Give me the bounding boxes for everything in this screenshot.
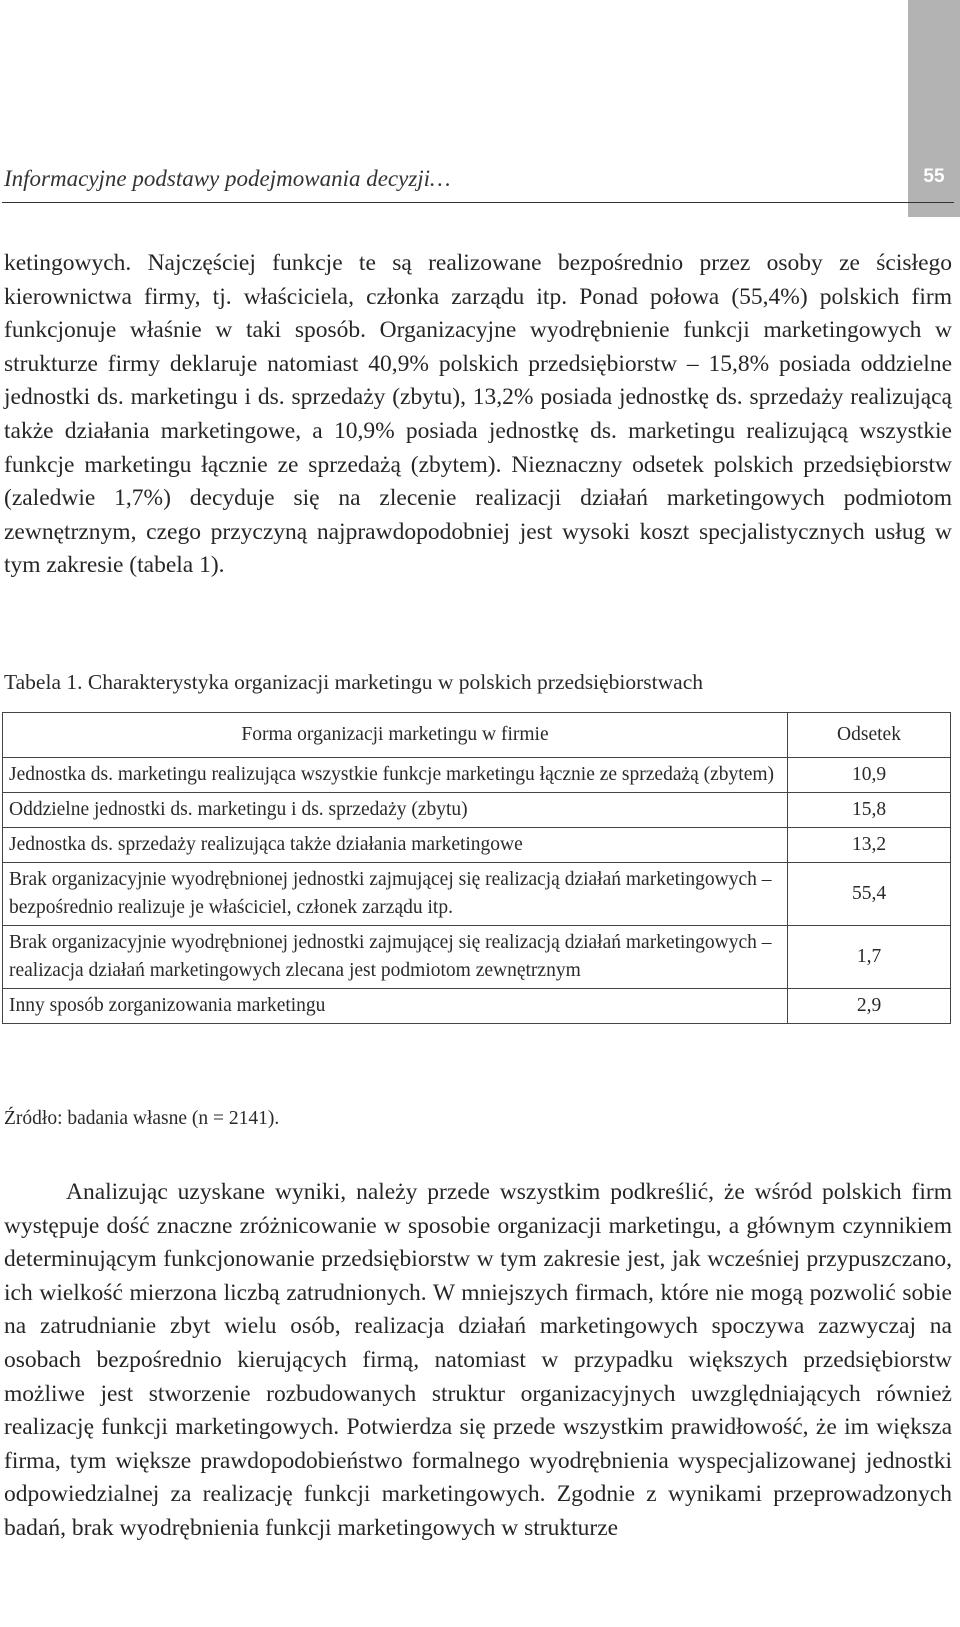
row-value: 55,4 [788, 863, 951, 926]
table-row [3, 989, 951, 1024]
running-header: Informacyjne podstawy podejmowania decyzji… [4, 166, 451, 191]
table-row [3, 828, 951, 863]
row-label: Brak organizacyjnie wyodrębnionej jednostki zajmującej się realizacją działań marketingowych – bezpośrednio realizuje je właściciel, członek zarządu itp. [3, 863, 788, 926]
page-number: 55 [923, 166, 945, 187]
row-value: 13,2 [788, 828, 951, 863]
column-header-form: Forma organizacji marketingu w firmie [3, 713, 788, 758]
data-table [2, 712, 951, 1024]
row-label: Oddzielne jednostki ds. marketingu i ds. sprzedaży (zbytu) [3, 793, 788, 828]
row-value: 1,7 [788, 926, 951, 989]
row-value: 10,9 [788, 758, 951, 793]
paragraph-1: ketingowych. Najczęściej funkcje te są realizowane bezpośrednio przez osoby ze ścisłego kierownictwa firmy, tj. właściciela, członka zarządu itp. Ponad połowa (55,4%) polskich firm funkcjonuje właśnie w taki sposób. Organizacyjne wyodrębnienie funkcji marketingowych w strukturze firmy deklaruje natomiast 40,9% polskich przedsiębiorstw – 15,8% posiada oddzielne jednostki ds. marketingu i ds. sprzedaży (zbytu), 13,2% posiada jednostkę ds. sprzedaży realizującą także działania marketingowe, a 10,9% posiada jednostkę ds. marketingu realizującą wszystkie funkcje marketingu łącznie ze sprzedażą (zbytem). Nieznaczny odsetek polskich przedsiębiorstw (zaledwie 1,7%) decyduje się na zlecenie realizacji działań marketingowych podmiotom zewnętrznym, czego przyczyną najprawdopodobniej jest wysoki koszt specjalistycznych usług w tym zakresie (tabela 1). [4, 250, 952, 579]
table-row [3, 926, 951, 989]
paragraph-2: Analizując uzyskane wyniki, należy przede wszystkim podkreślić, że wśród polskich firm występuje dość znaczne zróżnicowanie w sposobie organizacji marketingu, a głównym czynnikiem determinującym funkcjonowanie przedsiębiorstw w tym zakresie jest, jak wcześniej przypuszczano, ich wielkość mierzona liczbą zatrudnionych. W mniejszych firmach, które nie mogą pozwolić sobie na zatrudnianie zbyt wielu osób, realizacja działań marketingowych spoczywa zazwyczaj na osobach bezpośrednio kierujących firmą, natomiast w przypadku większych przedsiębiorstw możliwe jest stworzenie rozbudowanych struktur organizacyjnych uwzględniających również realizację funkcji marketingowych. Potwierdza się przede wszystkim prawidłowość, że im większa firma, tym większe prawdopodobieństwo formalnego wyodrębnienia wyspecjalizowanej jednostki odpowiedzialnej za realizację funkcji marketingowych. Zgodnie z wynikami przeprowadzonych badań, brak wyodrębnienia funkcji marketingowych w strukturze [4, 1179, 952, 1541]
row-label: Inny sposób zorganizowania marketingu [3, 989, 788, 1024]
table-row [3, 863, 951, 926]
row-label: Jednostka ds. marketingu realizująca wszystkie funkcje marketingu łącznie ze sprzedażą (zbytem) [3, 758, 788, 793]
row-label: Brak organizacyjnie wyodrębnionej jednostki zajmującej się realizacją działań marketingowych – realizacja działań marketingowych zlecana jest podmiotom zewnętrznym [3, 926, 788, 989]
table-row [3, 758, 951, 793]
table-source: Źródło: badania własne (n = 2141). [4, 1108, 280, 1129]
column-header-share: Odsetek [788, 713, 951, 758]
table-row [3, 793, 951, 828]
row-value: 15,8 [788, 793, 951, 828]
table-caption: Tabela 1. Charakterystyka organizacji marketingu w polskich przedsiębiorstwach [4, 670, 704, 694]
row-value: 2,9 [788, 989, 951, 1024]
table-header-row [3, 713, 951, 758]
header-rule [2, 202, 954, 203]
row-label: Jednostka ds. sprzedaży realizująca także działania marketingowe [3, 828, 788, 863]
